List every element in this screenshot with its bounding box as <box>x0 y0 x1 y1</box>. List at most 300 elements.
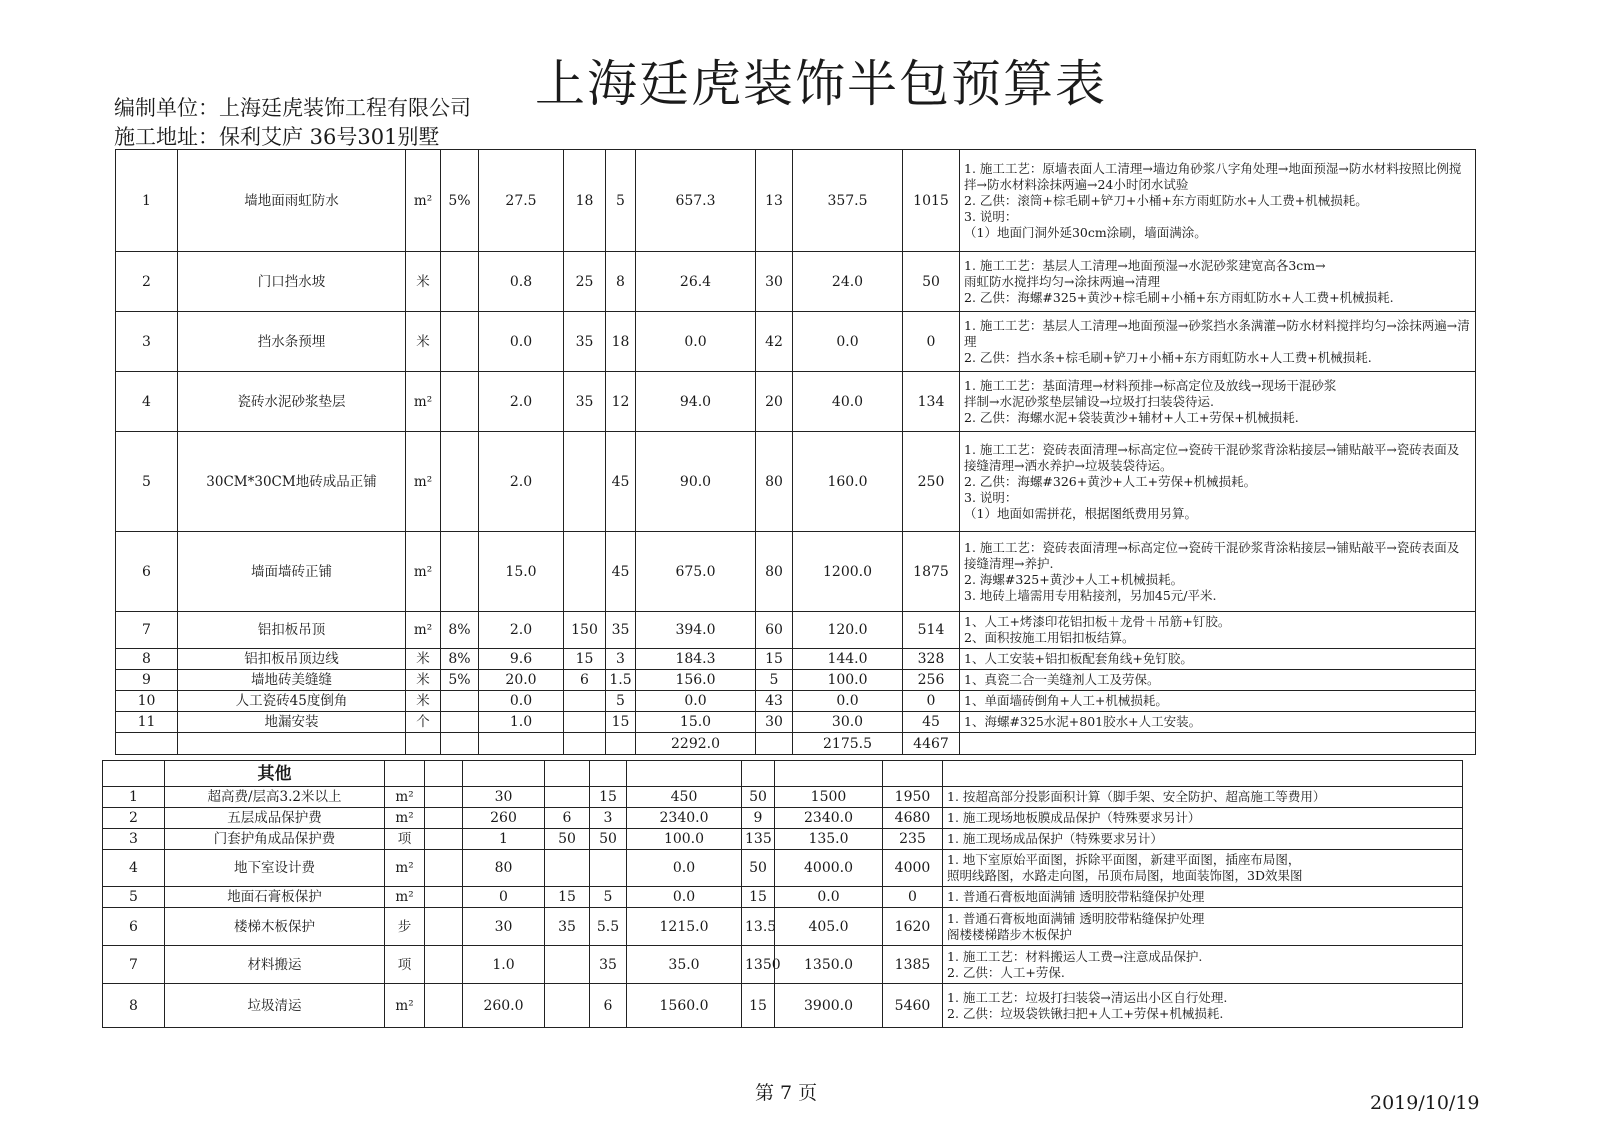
material-unit-price <box>564 712 606 733</box>
item-total: 50 <box>903 252 960 312</box>
description-line: 1. 施工工艺：基层人工清理→地面预湿→水泥砂浆建宽高各3cm→ <box>964 257 1326 273</box>
description-line: 3. 说明： <box>964 208 1018 224</box>
material-unit-price <box>545 787 590 808</box>
table-row <box>103 908 1463 946</box>
item-number: 3 <box>103 829 165 850</box>
material-unit-price <box>564 691 606 712</box>
empty-cell <box>425 808 463 829</box>
item-number: 3 <box>116 312 178 372</box>
item-name: 铝扣板吊顶 <box>178 612 406 649</box>
description-cell <box>943 946 1463 984</box>
description-cell <box>943 887 1463 908</box>
subtotal-labor: 2175.5 <box>793 733 903 755</box>
material-total: 0.0 <box>627 887 742 908</box>
labor-total: 135.0 <box>775 829 883 850</box>
item-name: 瓷砖水泥砂浆垫层 <box>178 372 406 432</box>
empty-cell <box>406 733 441 755</box>
item-quantity: 80 <box>463 850 545 887</box>
description-cell <box>943 908 1463 946</box>
description-line: 2. 海螺#325+黄沙+人工+机械损耗。 <box>964 571 1184 587</box>
labor-unit-price: 15 <box>742 984 775 1028</box>
item-quantity: 20.0 <box>479 670 564 691</box>
item-number: 6 <box>116 532 178 612</box>
labor-total: 30.0 <box>793 712 903 733</box>
empty-cell <box>425 946 463 984</box>
item-number: 1 <box>103 787 165 808</box>
description-cell <box>960 372 1476 432</box>
description-line: 2. 乙供：海螺#325+黄沙+棕毛刷+小桶+东方雨虹防水+人工费+机械损耗. <box>964 289 1394 305</box>
aux-unit-price: 12 <box>606 372 636 432</box>
item-loss-rate <box>441 432 479 532</box>
item-name: 垃圾清运 <box>165 984 385 1028</box>
item-number: 4 <box>116 372 178 432</box>
item-unit: m² <box>385 984 425 1028</box>
description-line: 1. 施工工艺：瓷砖表面清理→标高定位→瓷砖干混砂浆背涂粘接层→铺贴敲平→瓷砖表面及接缝清理→洒水养护→垃圾装袋待运。 <box>964 441 1460 473</box>
aux-unit-price: 3 <box>590 808 627 829</box>
labor-unit-price: 135 <box>742 829 775 850</box>
item-unit: 米 <box>406 649 441 670</box>
item-number: 8 <box>116 649 178 670</box>
description-line: 1、海螺#325水泥+801胶水+人工安装。 <box>964 714 1202 729</box>
labor-total: 357.5 <box>793 150 903 252</box>
aux-unit-price: 6 <box>590 984 627 1028</box>
aux-unit-price: 5 <box>606 150 636 252</box>
table-row <box>116 312 1476 372</box>
item-quantity: 27.5 <box>479 150 564 252</box>
labor-unit-price: 80 <box>756 532 793 612</box>
item-name: 门口挡水坡 <box>178 252 406 312</box>
item-total: 0 <box>903 691 960 712</box>
table-row <box>116 432 1476 532</box>
section-header-row <box>103 761 1463 787</box>
material-unit-price: 150 <box>564 612 606 649</box>
item-number: 7 <box>103 946 165 984</box>
labor-unit-price: 60 <box>756 612 793 649</box>
item-name: 挡水条预埋 <box>178 312 406 372</box>
item-total: 5460 <box>883 984 943 1028</box>
table-row <box>103 946 1463 984</box>
material-unit-price: 35 <box>545 908 590 946</box>
description-cell <box>960 532 1476 612</box>
labor-total: 0.0 <box>793 312 903 372</box>
item-quantity: 0 <box>463 887 545 908</box>
description-line: 阁楼楼梯踏步木板保护 <box>947 926 1073 942</box>
item-quantity: 0.0 <box>479 312 564 372</box>
description-cell <box>960 670 1476 691</box>
description-line: 1. 按超高部分投影面积计算（脚手架、安全防护、超高施工等费用） <box>947 789 1326 804</box>
empty-cell <box>463 761 545 787</box>
aux-unit-price: 1.5 <box>606 670 636 691</box>
item-total: 45 <box>903 712 960 733</box>
material-total: 184.3 <box>636 649 756 670</box>
material-unit-price: 15 <box>564 649 606 670</box>
item-name: 铝扣板吊顶边线 <box>178 649 406 670</box>
empty-cell <box>627 761 742 787</box>
item-loss-rate <box>441 252 479 312</box>
item-name: 人工瓷砖45度倒角 <box>178 691 406 712</box>
item-quantity: 30 <box>463 787 545 808</box>
labor-unit-price: 30 <box>756 712 793 733</box>
labor-total: 1200.0 <box>793 532 903 612</box>
item-name: 地下室设计费 <box>165 850 385 887</box>
document-title: 上海廷虎装饰半包预算表 <box>535 55 1107 113</box>
labor-unit-price: 42 <box>756 312 793 372</box>
labor-total: 1350.0 <box>775 946 883 984</box>
material-total: 450 <box>627 787 742 808</box>
item-loss-rate: 5% <box>441 150 479 252</box>
description-line: 照明线路图，水路走向图，吊顶布局图，地面装饰图，3D效果图 <box>947 868 1303 883</box>
material-unit-price <box>545 984 590 1028</box>
item-number: 9 <box>116 670 178 691</box>
material-total: 0.0 <box>636 312 756 372</box>
item-quantity: 260.0 <box>463 984 545 1028</box>
item-total: 235 <box>883 829 943 850</box>
empty-cell <box>178 733 406 755</box>
description-line: 1、人工安装+铝扣板配套角线+免钉胶。 <box>964 651 1193 666</box>
aux-unit-price: 8 <box>606 252 636 312</box>
description-cell <box>960 432 1476 532</box>
empty-cell <box>425 850 463 887</box>
item-total: 1385 <box>883 946 943 984</box>
material-unit-price <box>564 532 606 612</box>
empty-cell <box>742 761 775 787</box>
aux-unit-price: 18 <box>606 312 636 372</box>
item-loss-rate <box>441 532 479 612</box>
labor-unit-price: 50 <box>742 787 775 808</box>
item-name: 墙地砖美缝缝 <box>178 670 406 691</box>
aux-unit-price: 3 <box>606 649 636 670</box>
item-unit: 米 <box>406 252 441 312</box>
material-total: 657.3 <box>636 150 756 252</box>
table-row <box>116 691 1476 712</box>
labor-total: 2340.0 <box>775 808 883 829</box>
item-quantity: 2.0 <box>479 432 564 532</box>
table-row <box>103 887 1463 908</box>
item-total: 1620 <box>883 908 943 946</box>
labor-unit-price: 15 <box>756 649 793 670</box>
table-row <box>116 612 1476 649</box>
table-row <box>103 808 1463 829</box>
item-number: 11 <box>116 712 178 733</box>
item-unit: 米 <box>406 312 441 372</box>
item-total: 134 <box>903 372 960 432</box>
description-line: 1. 施工工艺：原墙表面人工清理→墙边角砂浆八字角处理→地面预湿→防水材料按照比例搅拌→防水材料涂抹两遍→24小时闭水试验 <box>964 160 1462 192</box>
labor-unit-price: 9 <box>742 808 775 829</box>
description-line: 1. 施工工艺：垃圾打扫装袋→清运出小区自行处理. <box>947 989 1228 1005</box>
material-total: 94.0 <box>636 372 756 432</box>
empty-cell <box>425 984 463 1028</box>
description-line: 2、面积按施工用铝扣板结算。 <box>964 630 1135 645</box>
item-name: 楼梯木板保护 <box>165 908 385 946</box>
item-name: 材料搬运 <box>165 946 385 984</box>
item-name: 门套护角成品保护费 <box>165 829 385 850</box>
table-row <box>103 984 1463 1028</box>
item-quantity: 1.0 <box>479 712 564 733</box>
material-unit-price: 6 <box>545 808 590 829</box>
item-name: 五层成品保护费 <box>165 808 385 829</box>
description-cell <box>943 984 1463 1028</box>
material-unit-price: 35 <box>564 372 606 432</box>
empty-cell <box>425 829 463 850</box>
item-loss-rate: 8% <box>441 612 479 649</box>
aux-unit-price <box>590 850 627 887</box>
labor-total: 4000.0 <box>775 850 883 887</box>
material-total: 35.0 <box>627 946 742 984</box>
aux-unit-price: 5.5 <box>590 908 627 946</box>
empty-cell <box>479 733 564 755</box>
empty-cell <box>441 733 479 755</box>
description-cell <box>943 829 1463 850</box>
main-budget-table <box>115 149 1476 755</box>
item-unit: 米 <box>406 691 441 712</box>
item-total: 1875 <box>903 532 960 612</box>
material-unit-price <box>545 946 590 984</box>
item-unit: m² <box>406 372 441 432</box>
item-loss-rate <box>441 372 479 432</box>
description-line: 2. 乙供：滚筒+棕毛刷+铲刀+小桶+东方雨虹防水+人工费+机械损耗。 <box>964 192 1368 208</box>
item-number: 7 <box>116 612 178 649</box>
aux-unit-price: 45 <box>606 532 636 612</box>
item-loss-rate: 5% <box>441 670 479 691</box>
material-total: 26.4 <box>636 252 756 312</box>
description-line: 3. 地砖上墙需用专用粘接剂，另加45元/平米. <box>964 587 1217 603</box>
aux-unit-price: 15 <box>590 787 627 808</box>
description-cell <box>960 312 1476 372</box>
material-unit-price: 18 <box>564 150 606 252</box>
description-line: 1. 施工工艺：基面清理→材料预排→标高定位及放线→现场干混砂浆 <box>964 377 1337 393</box>
construction-address: 施工地址：保利艾庐 36号301别墅 <box>114 125 440 149</box>
section-title: 其他 <box>165 761 385 787</box>
empty-cell <box>545 761 590 787</box>
item-unit: 个 <box>406 712 441 733</box>
item-loss-rate <box>441 312 479 372</box>
document-date: 2019/10/19 <box>1370 1092 1480 1114</box>
item-unit: m² <box>406 432 441 532</box>
material-total: 1215.0 <box>627 908 742 946</box>
empty-cell <box>564 733 606 755</box>
item-unit: m² <box>406 150 441 252</box>
empty-cell <box>425 887 463 908</box>
item-unit: m² <box>385 787 425 808</box>
labor-total: 144.0 <box>793 649 903 670</box>
labor-total: 24.0 <box>793 252 903 312</box>
item-quantity: 1.0 <box>463 946 545 984</box>
empty-cell <box>883 761 943 787</box>
empty-cell <box>775 761 883 787</box>
item-number: 4 <box>103 850 165 887</box>
compiling-unit: 编制单位：上海廷虎装饰工程有限公司 <box>114 96 471 120</box>
description-cell <box>960 712 1476 733</box>
labor-unit-price: 15 <box>742 887 775 908</box>
material-total: 0.0 <box>636 691 756 712</box>
description-line: 2. 乙供：挡水条+棕毛刷+铲刀+小桶+东方雨虹防水+人工费+机械损耗. <box>964 349 1372 365</box>
material-total: 2340.0 <box>627 808 742 829</box>
labor-total: 0.0 <box>793 691 903 712</box>
item-loss-rate: 8% <box>441 649 479 670</box>
item-unit: m² <box>385 850 425 887</box>
material-total: 0.0 <box>627 850 742 887</box>
item-total: 1950 <box>883 787 943 808</box>
description-cell <box>943 850 1463 887</box>
item-quantity: 2.0 <box>479 372 564 432</box>
material-total: 394.0 <box>636 612 756 649</box>
material-unit-price: 15 <box>545 887 590 908</box>
empty-cell <box>590 761 627 787</box>
item-name: 墙面墙砖正铺 <box>178 532 406 612</box>
description-cell <box>960 252 1476 312</box>
labor-total: 100.0 <box>793 670 903 691</box>
item-total: 0 <box>903 312 960 372</box>
aux-unit-price: 35 <box>590 946 627 984</box>
other-fees-table <box>102 760 1463 1028</box>
material-total: 675.0 <box>636 532 756 612</box>
item-number: 8 <box>103 984 165 1028</box>
material-total: 1560.0 <box>627 984 742 1028</box>
aux-unit-price: 15 <box>606 712 636 733</box>
item-quantity: 30 <box>463 908 545 946</box>
labor-total: 40.0 <box>793 372 903 432</box>
empty-cell <box>116 733 178 755</box>
empty-cell <box>425 787 463 808</box>
aux-unit-price: 45 <box>606 432 636 532</box>
description-cell <box>960 150 1476 252</box>
subtotal-total: 4467 <box>903 733 960 755</box>
item-number: 6 <box>103 908 165 946</box>
material-unit-price <box>564 432 606 532</box>
description-line: 雨虹防水搅拌均匀→涂抹两遍→清理 <box>964 273 1160 289</box>
item-total: 4680 <box>883 808 943 829</box>
item-name: 墙地面雨虹防水 <box>178 150 406 252</box>
description-line: 2. 乙供：海螺水泥+袋装黄沙+辅材+人工+劳保+机械损耗. <box>964 409 1299 425</box>
material-total: 15.0 <box>636 712 756 733</box>
item-unit: 项 <box>385 946 425 984</box>
labor-unit-price: 50 <box>742 850 775 887</box>
description-line: 2. 乙供：垃圾袋铁锹扫把+人工+劳保+机械损耗. <box>947 1005 1224 1021</box>
table-row <box>116 252 1476 312</box>
aux-unit-price: 5 <box>590 887 627 908</box>
description-line: 1、单面墙砖倒角+人工+机械损耗。 <box>964 693 1168 708</box>
description-line: 2. 乙供：海螺#326+黄沙+人工+劳保+机械损耗。 <box>964 473 1257 489</box>
material-unit-price: 35 <box>564 312 606 372</box>
item-number: 10 <box>116 691 178 712</box>
item-unit: m² <box>406 612 441 649</box>
description-cell <box>943 787 1463 808</box>
description-line: （1）地面门洞外延30cm涂刷，墙面满涂。 <box>964 224 1207 240</box>
description-cell <box>960 612 1476 649</box>
item-total: 256 <box>903 670 960 691</box>
aux-unit-price: 35 <box>606 612 636 649</box>
item-number: 5 <box>103 887 165 908</box>
table-row <box>116 150 1476 252</box>
labor-total: 160.0 <box>793 432 903 532</box>
aux-unit-price: 5 <box>606 691 636 712</box>
item-quantity: 260 <box>463 808 545 829</box>
aux-unit-price: 50 <box>590 829 627 850</box>
item-quantity: 0.8 <box>479 252 564 312</box>
labor-total: 3900.0 <box>775 984 883 1028</box>
item-quantity: 0.0 <box>479 691 564 712</box>
empty-cell <box>425 908 463 946</box>
description-line: 拌制→水泥砂浆垫层铺设→垃圾打扫装袋待运. <box>964 393 1214 409</box>
empty-cell <box>943 761 1463 787</box>
material-total: 156.0 <box>636 670 756 691</box>
description-line: 1. 施工现场地板膜成品保护（特殊要求另计） <box>947 810 1201 825</box>
labor-unit-price: 13 <box>756 150 793 252</box>
description-line: 1. 施工工艺：基层人工清理→地面预湿→砂浆挡水条满灌→防水材料搅拌均匀→涂抹两遍→清理 <box>964 317 1470 349</box>
item-unit: 米 <box>406 670 441 691</box>
item-number: 2 <box>116 252 178 312</box>
item-total: 514 <box>903 612 960 649</box>
description-line: 1. 施工现场成品保护（特殊要求另计） <box>947 831 1163 846</box>
material-unit-price: 6 <box>564 670 606 691</box>
labor-unit-price: 20 <box>756 372 793 432</box>
item-unit: m² <box>385 887 425 908</box>
material-total: 100.0 <box>627 829 742 850</box>
labor-unit-price: 13.5 <box>742 908 775 946</box>
labor-total: 0.0 <box>775 887 883 908</box>
item-name: 超高费/层高3.2米以上 <box>165 787 385 808</box>
labor-unit-price: 80 <box>756 432 793 532</box>
subtotal-row <box>116 733 1476 755</box>
item-loss-rate <box>441 712 479 733</box>
table-row <box>103 850 1463 887</box>
item-total: 250 <box>903 432 960 532</box>
item-quantity: 1 <box>463 829 545 850</box>
item-loss-rate <box>441 691 479 712</box>
empty-cell <box>960 733 1476 755</box>
item-unit: 项 <box>385 829 425 850</box>
description-line: 1、人工+烤漆印花铝扣板＋龙骨＋吊筋+钉胶。 <box>964 614 1231 629</box>
item-total: 0 <box>883 887 943 908</box>
page-number: 第 7 页 <box>755 1082 818 1104</box>
labor-unit-price: 30 <box>756 252 793 312</box>
labor-unit-price: 1350 <box>742 946 775 984</box>
description-cell <box>960 691 1476 712</box>
empty-cell <box>385 761 425 787</box>
item-total: 328 <box>903 649 960 670</box>
table-row <box>116 649 1476 670</box>
table-row <box>116 532 1476 612</box>
description-cell <box>943 808 1463 829</box>
description-line: 3. 说明： <box>964 489 1018 505</box>
item-quantity: 2.0 <box>479 612 564 649</box>
empty-cell <box>425 761 463 787</box>
description-line: 1. 地下室原始平面图，拆除平面图，新建平面图，插座布局图， <box>947 852 1301 867</box>
item-total: 1015 <box>903 150 960 252</box>
item-name: 地漏安装 <box>178 712 406 733</box>
description-line: 1. 普通石膏板地面满铺 透明胶带粘缝保护处理 <box>947 910 1205 926</box>
empty-cell <box>606 733 636 755</box>
labor-total: 405.0 <box>775 908 883 946</box>
description-cell <box>960 649 1476 670</box>
labor-unit-price: 5 <box>756 670 793 691</box>
material-unit-price: 50 <box>545 829 590 850</box>
description-line: （1）地面如需拼花，根据图纸费用另算。 <box>964 505 1197 521</box>
description-line: 2. 乙供：人工+劳保. <box>947 964 1065 980</box>
item-unit: m² <box>406 532 441 612</box>
item-name: 30CM*30CM地砖成品正铺 <box>178 432 406 532</box>
table-row <box>116 372 1476 432</box>
item-number: 2 <box>103 808 165 829</box>
description-line: 1. 施工工艺：材料搬运人工费→注意成品保护. <box>947 948 1203 964</box>
item-unit: m² <box>385 808 425 829</box>
empty-cell <box>756 733 793 755</box>
labor-total: 1500 <box>775 787 883 808</box>
description-line: 1、真瓷二合一美缝剂人工及劳保。 <box>964 672 1160 687</box>
subtotal-material: 2292.0 <box>636 733 756 755</box>
empty-cell <box>103 761 165 787</box>
description-line: 1. 普通石膏板地面满铺 透明胶带粘缝保护处理 <box>947 889 1205 904</box>
